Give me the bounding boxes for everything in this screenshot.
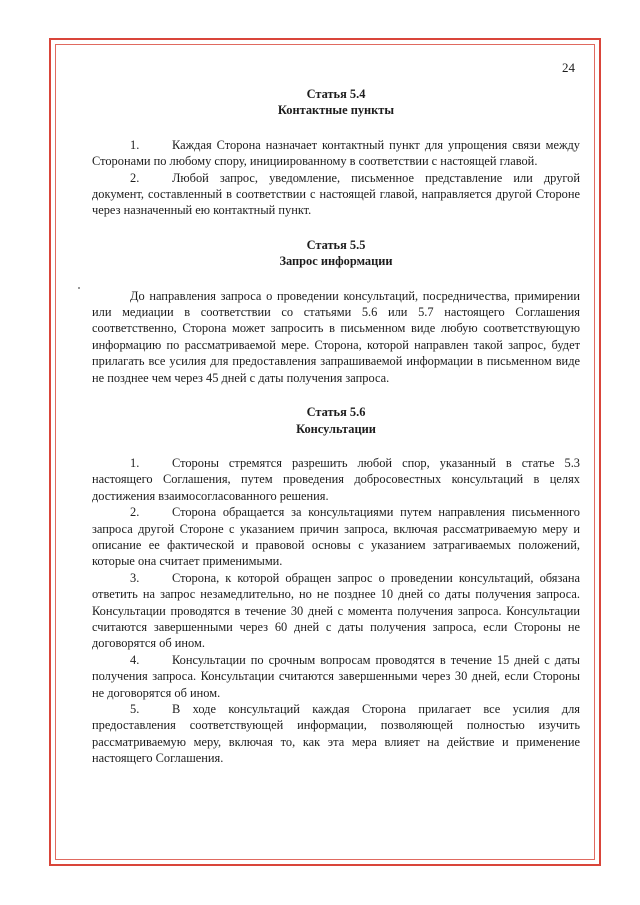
paragraph-number: 2. bbox=[130, 170, 140, 185]
paragraph-number: 1. bbox=[130, 137, 140, 152]
article-5-4 bbox=[92, 86, 580, 219]
paragraph-text: Стороны стремятся разрешить любой спор, указанный в статье 5.3 настоящего Соглашения, путем проведения добросовестных консультаций в целях достижения взаимосогласованного решения. bbox=[92, 455, 580, 503]
paragraph bbox=[92, 170, 580, 219]
document-body bbox=[92, 86, 580, 785]
paragraph bbox=[92, 137, 580, 170]
paragraph bbox=[92, 504, 580, 570]
paragraph bbox=[92, 570, 580, 652]
article-5-5 bbox=[92, 237, 580, 386]
paragraph-text: До направления запроса о проведении консультаций, посредничества, примирении или медиации в соответствии со статьями 5.6 или 5.7 настоящего Соглашения соответственно, Сторона может запросить в письменном виде любую соответствующую информацию по рассматриваемой мере. Сторона, которой направлен такой запрос, будет прилагать все усилия для предоставления запрашиваемой информации в письменном виде не позднее чем через 45 дней с даты получения запроса. bbox=[92, 288, 580, 385]
paragraph-text: Консультации по срочным вопросам проводятся в течение 15 дней с даты получения запроса. Консультации считаются завершенными через 30 дней, если Стороны не договорятся об ином. bbox=[92, 652, 580, 700]
article-subtitle: Запрос информации bbox=[279, 254, 393, 269]
paragraph-number: 3. bbox=[130, 570, 140, 585]
paragraph-number: 1. bbox=[130, 455, 140, 470]
paragraph-number: 2. bbox=[130, 505, 140, 520]
paragraph-text: Сторона обращается за консультациями путем направления письменного запроса другой Стороне с указанием причин запроса, включая рассматриваемую меру и описание ее фактической и правовой основы с указанием затрагиваемых положений, которые она считает применимыми. bbox=[92, 505, 580, 569]
paragraph bbox=[92, 701, 580, 767]
scan-speck bbox=[78, 287, 80, 289]
paragraph-text: Любой запрос, уведомление, письменное представление или другой документ, составленный в соответствии с настоящей главой, направляется другой Стороне через назначенный ею контактный пункт. bbox=[92, 170, 580, 218]
article-5-6 bbox=[92, 404, 580, 767]
page-number: 24 bbox=[562, 60, 575, 75]
paragraph-text: Сторона, к которой обращен запрос о проведении консультаций, обязана ответить на запрос незамедлительно, но не позднее 10 дней со даты получения запроса. Консультации проводятся в течение 30 дней с момента получения запроса. Консультации считаются завершенными через 60 дней с даты получения запроса, если Стороны не договорятся об ином. bbox=[92, 570, 580, 651]
article-title: Статья 5.4 bbox=[306, 87, 366, 101]
article-title: Статья 5.5 bbox=[306, 237, 366, 252]
paragraph-number: 5. bbox=[130, 702, 140, 716]
paragraph bbox=[92, 652, 580, 701]
paragraph bbox=[92, 288, 580, 386]
article-subtitle: Консультации bbox=[296, 421, 376, 436]
article-subtitle: Контактные пункты bbox=[277, 103, 395, 118]
paragraph-text: Каждая Сторона назначает контактный пункт для упрощения связи между Сторонами по любому спору, инициированному в соответствии с настоящей главой. bbox=[92, 137, 580, 169]
paragraph-number: 4. bbox=[130, 652, 140, 667]
paragraph bbox=[92, 455, 580, 504]
paragraph-text: В ходе консультаций каждая Сторона прилагает все усилия для предоставления соответствующей информации, позволяющей полностью изучить рассматриваемую меру, включая то, как эта мера влияет на действие и применение настоящего Соглашения. bbox=[92, 702, 580, 766]
article-title: Статья 5.6 bbox=[306, 405, 366, 420]
